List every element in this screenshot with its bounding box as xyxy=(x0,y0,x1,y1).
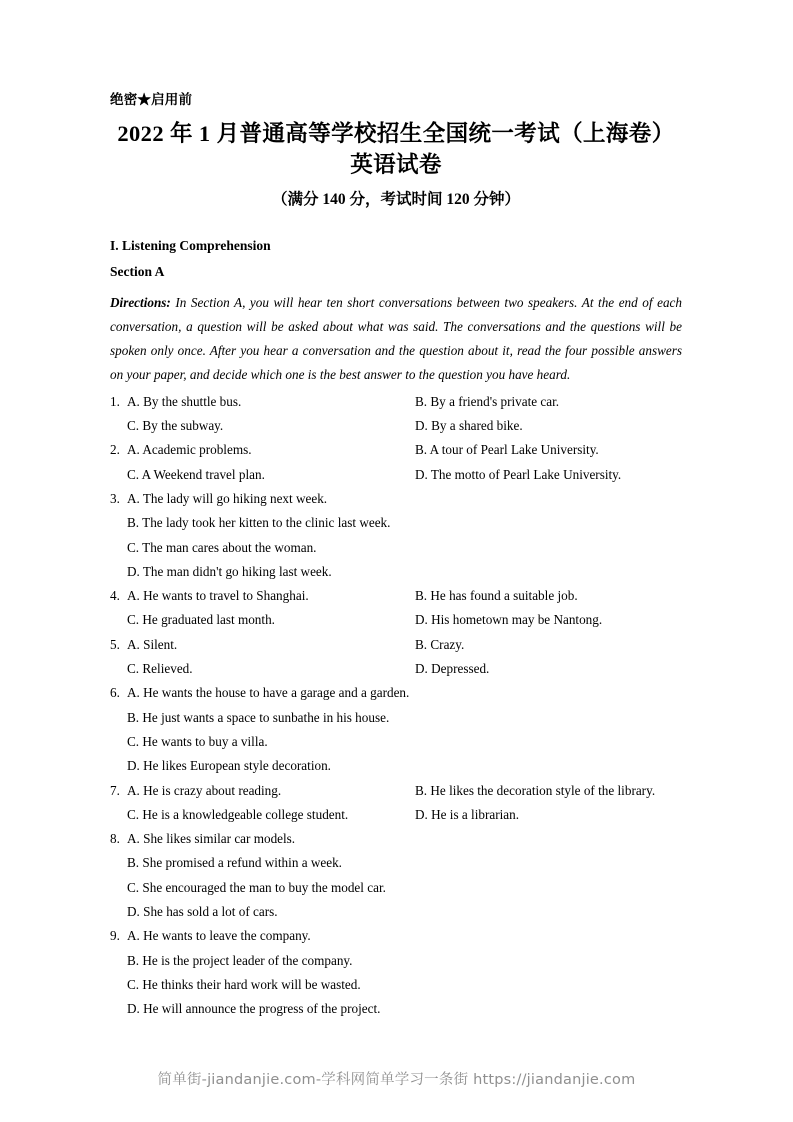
question-item xyxy=(110,779,682,828)
section-subheading: Section A xyxy=(110,264,165,280)
answer-option[interactable]: A. The lady will go hiking next week. xyxy=(127,490,328,506)
question-option-row xyxy=(110,949,682,973)
question-number: 5. xyxy=(110,636,120,652)
answer-option[interactable]: B. He is the project leader of the company. xyxy=(127,952,353,968)
answer-option[interactable]: D. By a shared bike. xyxy=(415,418,523,434)
question-option-row xyxy=(110,633,682,657)
question-option-row xyxy=(110,414,682,438)
answer-option[interactable]: A. Silent. xyxy=(127,636,178,652)
question-number-spacer xyxy=(110,706,127,730)
question-number-spacer xyxy=(110,536,127,560)
answer-option[interactable]: A. By the shuttle bus. xyxy=(127,393,242,409)
answer-option[interactable]: C. By the subway. xyxy=(127,418,224,434)
question-option-row xyxy=(110,997,682,1021)
answer-option[interactable]: B. Crazy. xyxy=(415,636,465,652)
question-number-spacer xyxy=(110,657,127,681)
question-list xyxy=(110,390,682,1022)
question-option-row xyxy=(110,584,682,608)
answer-option[interactable]: C. A Weekend travel plan. xyxy=(127,466,265,482)
question-number: 4. xyxy=(110,588,120,604)
question-option-row xyxy=(110,876,682,900)
footer-watermark: 简单街-jiandanjie.com-学科网简单学习一条街 https://jiandanjie.com xyxy=(157,1072,636,1088)
answer-option[interactable]: D. The man didn't go hiking last week. xyxy=(127,563,332,579)
question-option-row xyxy=(110,487,682,511)
question-item xyxy=(110,438,682,487)
question-number-spacer xyxy=(110,560,127,584)
answer-option[interactable]: C. Relieved. xyxy=(127,661,193,677)
answer-option[interactable]: B. He likes the decoration style of the library. xyxy=(415,782,656,798)
answer-option[interactable]: A. Academic problems. xyxy=(127,442,252,458)
question-option-row xyxy=(110,973,682,997)
question-number: 8. xyxy=(110,831,120,847)
page-subject: 英语试卷 xyxy=(350,151,442,177)
answer-option[interactable]: D. He will announce the progress of the project. xyxy=(127,1001,381,1017)
question-number: 6. xyxy=(110,685,120,701)
question-number: 1. xyxy=(110,393,120,409)
answer-option[interactable]: B. He has found a suitable job. xyxy=(415,588,578,604)
question-option-row xyxy=(110,511,682,535)
question-number-spacer xyxy=(110,463,127,487)
question-number-spacer xyxy=(110,414,127,438)
answer-option[interactable]: B. She promised a refund within a week. xyxy=(127,855,342,871)
directions-text: In Section A, you will hear ten short conversations between two speakers. At the end of each conversation, a question will be asked about what was said. The conversations and the questions will be spoken only once. After you hear a conversation and the question about it, read the four possible answers on your paper, and decide which one is the best answer to the question you have heard. xyxy=(110,294,682,383)
question-option-row xyxy=(110,560,682,584)
question-number-spacer xyxy=(110,511,127,535)
answer-option[interactable]: D. His hometown may be Nantong. xyxy=(415,612,603,628)
question-option-row xyxy=(110,827,682,851)
question-number-spacer xyxy=(110,949,127,973)
question-number-spacer xyxy=(110,900,127,924)
question-number-spacer xyxy=(110,973,127,997)
question-number-spacer xyxy=(110,876,127,900)
question-option-row xyxy=(110,754,682,778)
question-option-row xyxy=(110,390,682,414)
question-number-spacer xyxy=(110,997,127,1021)
answer-option[interactable]: C. She encouraged the man to buy the model car. xyxy=(127,879,386,895)
question-option-row xyxy=(110,706,682,730)
question-option-row xyxy=(110,536,682,560)
question-option-row xyxy=(110,681,682,705)
answer-option[interactable]: D. He likes European style decoration. xyxy=(127,758,331,774)
question-option-row xyxy=(110,730,682,754)
question-item xyxy=(110,584,682,633)
question-number-spacer xyxy=(110,754,127,778)
answer-option[interactable]: B. The lady took her kitten to the clinic last week. xyxy=(127,515,391,531)
question-number: 7. xyxy=(110,782,120,798)
answer-option[interactable]: A. He wants the house to have a garage and a garden. xyxy=(127,685,410,701)
answer-option[interactable]: C. He wants to buy a villa. xyxy=(127,733,268,749)
answer-option[interactable]: D. Depressed. xyxy=(415,661,490,677)
answer-option[interactable]: C. He thinks their hard work will be wasted. xyxy=(127,976,361,992)
secrecy-notice: 绝密★启用前 xyxy=(110,92,193,107)
question-option-row xyxy=(110,438,682,462)
answer-option[interactable]: A. She likes similar car models. xyxy=(127,831,296,847)
answer-option[interactable]: C. He is a knowledgeable college student. xyxy=(127,806,349,822)
answer-option[interactable]: B. He just wants a space to sunbathe in his house. xyxy=(127,709,390,725)
answer-option[interactable]: A. He wants to travel to Shanghai. xyxy=(127,588,309,604)
question-number: 2. xyxy=(110,442,120,458)
page-content xyxy=(110,0,682,1021)
question-number: 9. xyxy=(110,928,120,944)
answer-option[interactable]: B. By a friend's private car. xyxy=(415,393,560,409)
question-number-spacer xyxy=(110,608,127,632)
answer-option[interactable]: D. The motto of Pearl Lake University. xyxy=(415,466,622,482)
question-option-row xyxy=(110,924,682,948)
page-meta: （满分 140 分，考试时间 120 分钟） xyxy=(271,191,520,209)
question-item xyxy=(110,633,682,682)
question-item xyxy=(110,390,682,439)
answer-option[interactable]: D. She has sold a lot of cars. xyxy=(127,903,278,919)
question-option-row xyxy=(110,851,682,875)
question-number-spacer xyxy=(110,851,127,875)
question-item xyxy=(110,827,682,924)
page-title: 2022 年 1 月普通高等学校招生全国统一考试（上海卷） xyxy=(117,121,675,147)
answer-option[interactable]: C. The man cares about the woman. xyxy=(127,539,317,555)
question-option-row xyxy=(110,779,682,803)
question-item xyxy=(110,487,682,584)
directions-paragraph xyxy=(110,291,682,388)
question-option-row xyxy=(110,463,682,487)
question-option-row xyxy=(110,803,682,827)
question-option-row xyxy=(110,608,682,632)
question-option-row xyxy=(110,657,682,681)
answer-option[interactable]: C. He graduated last month. xyxy=(127,612,275,628)
answer-option[interactable]: A. He is crazy about reading. xyxy=(127,782,282,798)
question-option-row xyxy=(110,900,682,924)
answer-option[interactable]: B. A tour of Pearl Lake University. xyxy=(415,442,599,458)
section-heading: I. Listening Comprehension xyxy=(110,238,271,254)
answer-option[interactable]: D. He is a librarian. xyxy=(415,806,519,822)
answer-option[interactable]: A. He wants to leave the company. xyxy=(127,928,311,944)
question-number: 3. xyxy=(110,490,120,506)
question-number-spacer xyxy=(110,730,127,754)
question-number-spacer xyxy=(110,803,127,827)
question-item xyxy=(110,681,682,778)
question-item xyxy=(110,924,682,1021)
directions-label: Directions: xyxy=(110,294,171,310)
